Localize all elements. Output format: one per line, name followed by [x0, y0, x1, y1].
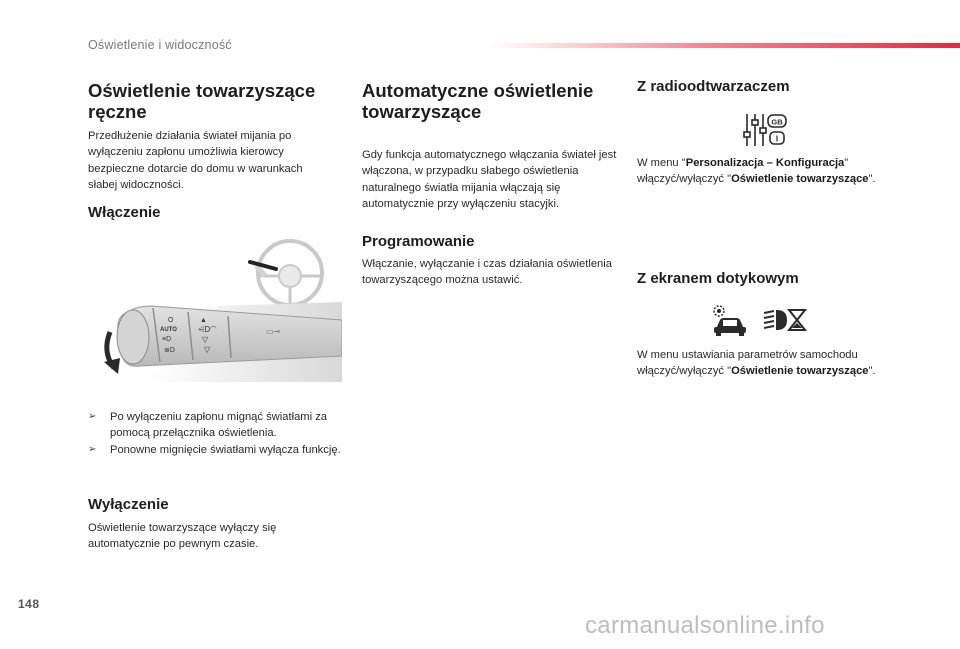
radio-heading: Z radioodtwarzaczem [637, 78, 790, 95]
touchscreen-heading: Z ekranem dotykowym [637, 270, 799, 287]
auto-follow-me-intro: Gdy funkcja automatycznego włączania świateł jest włączona, w przypadku słabego oświetlenia naturalnego światła mijania włączają się automatycznie przy wyłączeniu stacyjki. [362, 149, 617, 211]
vehicle-settings-icon [710, 303, 750, 337]
radio-settings-icon [742, 112, 788, 148]
manual-follow-me-intro: Przedłużenie działania świateł mijania po wyłączeniu zapłonu umożliwia kierowcy bezpieczne dotarcie do domu w warunkach słabej widoczności. [88, 130, 303, 192]
bullet-arrow-icon: ➢ [88, 411, 97, 422]
svg-text:▽: ▽ [204, 345, 211, 354]
auto-label: AUTO [160, 327, 177, 333]
list-item: ➢ Po wyłączeniu zapłonu mignąć światłami za pomocą przełącznika oświetlenia. [88, 411, 328, 440]
radio-option-name: Oświetlenie towarzyszące [731, 173, 869, 186]
svg-text:▽: ▽ [202, 335, 209, 344]
svg-text:≡D: ≡D [162, 336, 172, 343]
radio-icon-gb-label: GB [771, 117, 783, 127]
page-number: 148 [18, 597, 40, 611]
auto-follow-me-title: Automatyczne oświetlenie towarzyszące [362, 80, 594, 122]
rotation-arrow-icon [104, 358, 120, 374]
switch-on-steps [88, 409, 343, 458]
header-accent-bar [490, 43, 960, 48]
list-item: ➢ Ponowne mignięcie światłami wyłącza funkcję. [88, 442, 343, 458]
follow-me-lighting-icon [762, 308, 808, 332]
steering-wheel-icon [250, 241, 322, 305]
programming-heading: Programowanie [362, 233, 475, 250]
svg-text:▭⊸: ▭⊸ [266, 327, 281, 336]
switch-off-heading: Wyłączenie [88, 496, 169, 513]
svg-text:O: O [168, 317, 174, 324]
switch-on-heading: Włączenie [88, 204, 161, 221]
svg-text:⩤D◠: ⩤D◠ [198, 325, 217, 334]
svg-text:▲: ▲ [200, 317, 207, 324]
radio-instructions: W menu "Personalizacja – Konfiguracja" włączyć/wyłączyć "Oświetlenie towarzyszące". [637, 157, 876, 186]
section-header: Oświetlenie i widoczność [88, 38, 232, 52]
lighting-stalk-illustration [88, 236, 342, 382]
touchscreen-instructions: W menu ustawiania parametrów samochodu włączyć/wyłączyć "Oświetlenie towarzyszące". [637, 349, 876, 378]
svg-text:≣D: ≣D [164, 347, 175, 354]
touch-option-name: Oświetlenie towarzyszące [731, 365, 869, 378]
radio-icon-i-label: I [775, 134, 779, 144]
bullet-arrow-icon: ➢ [88, 443, 97, 455]
switch-off-text: Oświetlenie towarzyszące wyłączy się automatycznie po pewnym czasie. [88, 522, 277, 551]
programming-text: Włączanie, wyłączanie i czas działania oświetlenia towarzyszącego można ustawić. [362, 258, 612, 287]
manual-follow-me-title: Oświetlenie towarzyszące ręczne [88, 80, 316, 122]
watermark: carmanualsonline.info [585, 612, 825, 639]
radio-menu-name: Personalizacja – Konfiguracja [685, 157, 845, 169]
